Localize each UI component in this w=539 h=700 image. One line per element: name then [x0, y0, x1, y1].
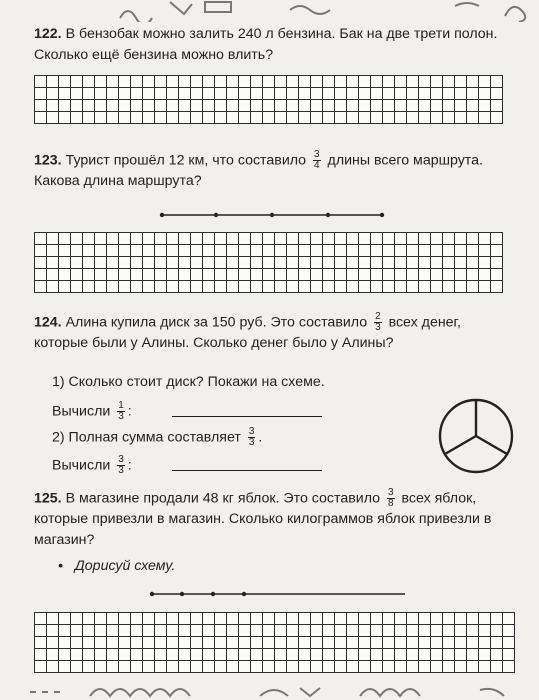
calc-label: Вычисли: [52, 403, 111, 420]
period: .: [258, 429, 263, 446]
answer-grid-125[interactable]: [34, 612, 515, 673]
problem-124-text: [34, 312, 516, 354]
answer-grid-122[interactable]: [34, 75, 503, 124]
bottom-doodle-decoration: [0, 684, 539, 700]
problem-125-text: [34, 488, 516, 551]
apples-scheme-segment: [150, 589, 410, 599]
route-scheme-segment: [160, 210, 390, 220]
fraction-three-thirds: $\frac{3}{3}$: [118, 454, 124, 476]
sub-question-2-text: 2) Полная сумма составляет: [52, 429, 241, 446]
calc-row-1: [52, 401, 132, 422]
fraction-three-thirds: $\frac{3}{3}$: [248, 426, 255, 448]
calc-label: Вычисли: [52, 457, 111, 474]
problem-statement-part-1: В магазине продали 48 кг яблок. Это составило: [65, 490, 381, 507]
colon: :: [127, 403, 132, 420]
top-doodle-decoration: [0, 0, 539, 22]
problem-statement-part-1: Алина купила диск за 150 руб. Это составило: [65, 314, 368, 331]
problem-number: 124.: [34, 314, 62, 331]
answer-line-1[interactable]: [172, 416, 322, 417]
fraction-three-quarters: $\frac{3}{4}$: [314, 149, 320, 171]
fraction-three-eighths: $\frac{3}{8}$: [388, 487, 394, 509]
problem-statement-part-2: всех денег, которые были у Алины. Сколько денег было у Алины?: [34, 314, 461, 352]
answer-grid-123[interactable]: [34, 232, 503, 293]
problem-statement-part-1: Турист прошёл 12 км, что составило: [65, 152, 307, 169]
problem-122-text: [34, 24, 516, 66]
fraction-two-thirds: $\frac{2}{3}$: [375, 311, 381, 333]
problem-number: 125.: [34, 490, 62, 507]
sub-question-1: 1) Сколько стоит диск? Покажи на схеме.: [52, 374, 325, 390]
circle-divided-in-thirds: [438, 398, 516, 476]
problem-statement-part-2: длины всего маршрута. Какова длина маршрута?: [34, 152, 483, 190]
hint-text: Дорисуй схему.: [74, 558, 176, 574]
hint-line: [58, 556, 175, 577]
sub-question-2: [52, 427, 262, 448]
answer-line-2[interactable]: [172, 470, 322, 471]
calc-row-2: [52, 455, 132, 476]
problem-number: 122.: [34, 26, 62, 42]
problem-number: 123.: [34, 152, 62, 169]
bullet: •: [58, 558, 63, 574]
problem-statement-part-2: всех яблок, которые привезли в магазин. Сколько килограммов яблок привезли в магазин?: [34, 490, 492, 549]
fraction-one-third: $\frac{1}{3}$: [118, 400, 124, 422]
problem-statement: В бензобак можно залить 240 л бензина. Бак на две трети полон. Сколько ещё бензина можно влить?: [34, 26, 498, 63]
problem-123-text: [34, 150, 516, 192]
colon: :: [127, 457, 132, 474]
